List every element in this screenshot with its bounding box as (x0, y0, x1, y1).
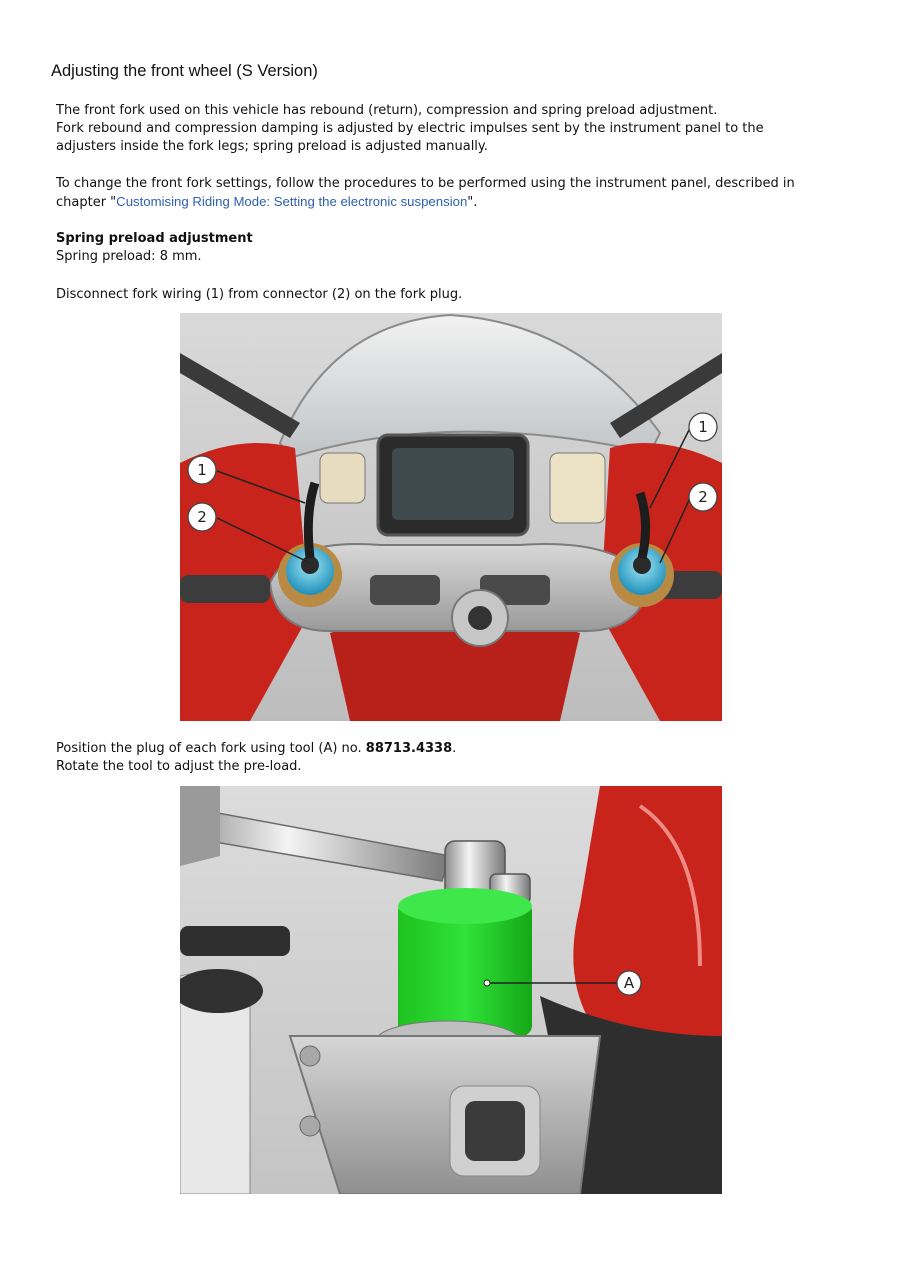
chapter-link[interactable]: Customising Riding Mode: Setting the electronic suspension (116, 194, 468, 209)
callout-label-wiring-right: 1 (698, 418, 708, 436)
callout-label-tool: A (623, 974, 635, 992)
position-suffix: . (452, 741, 457, 756)
callout-label-wiring-left: 1 (197, 461, 207, 479)
callout-label-connector-left: 2 (197, 508, 207, 526)
intro-line-3: adjusters inside the fork legs; spring preload is adjusted manually. (56, 139, 488, 154)
tool-part-number: 88713.4338 (365, 741, 453, 756)
preload-tool-illustration (180, 786, 722, 1194)
settings-prefix: chapter " (56, 195, 117, 210)
fork-wiring-figure (180, 313, 722, 721)
position-instruction (56, 740, 856, 776)
preload-section (56, 230, 856, 266)
page-title: Adjusting the front wheel (S Version) (51, 62, 318, 80)
preload-heading: Spring preload adjustment (56, 231, 253, 246)
settings-paragraph (56, 175, 856, 212)
disconnect-instruction: Disconnect fork wiring (1) from connector (2) on the fork plug. (56, 287, 463, 302)
callout-label-connector-right: 2 (698, 488, 708, 506)
rotate-instruction: Rotate the tool to adjust the pre-load. (56, 759, 302, 774)
intro-paragraph (56, 102, 856, 156)
preload-tool-figure (180, 786, 722, 1194)
intro-line-2: Fork rebound and compression damping is adjusted by electric impulses sent by the instrument panel to the (56, 121, 764, 136)
position-prefix: Position the plug of each fork using tool (A) no. (56, 741, 366, 756)
settings-suffix: ". (467, 195, 478, 210)
intro-line-1: The front fork used on this vehicle has rebound (return), compression and spring preload adjustment. (56, 103, 718, 118)
settings-line-1: To change the front fork settings, follow the procedures to be performed using the instrument panel, described in (56, 176, 795, 191)
settings-line-2 (56, 193, 856, 212)
preload-value: Spring preload: 8 mm. (56, 249, 202, 264)
fork-wiring-illustration (180, 313, 722, 721)
